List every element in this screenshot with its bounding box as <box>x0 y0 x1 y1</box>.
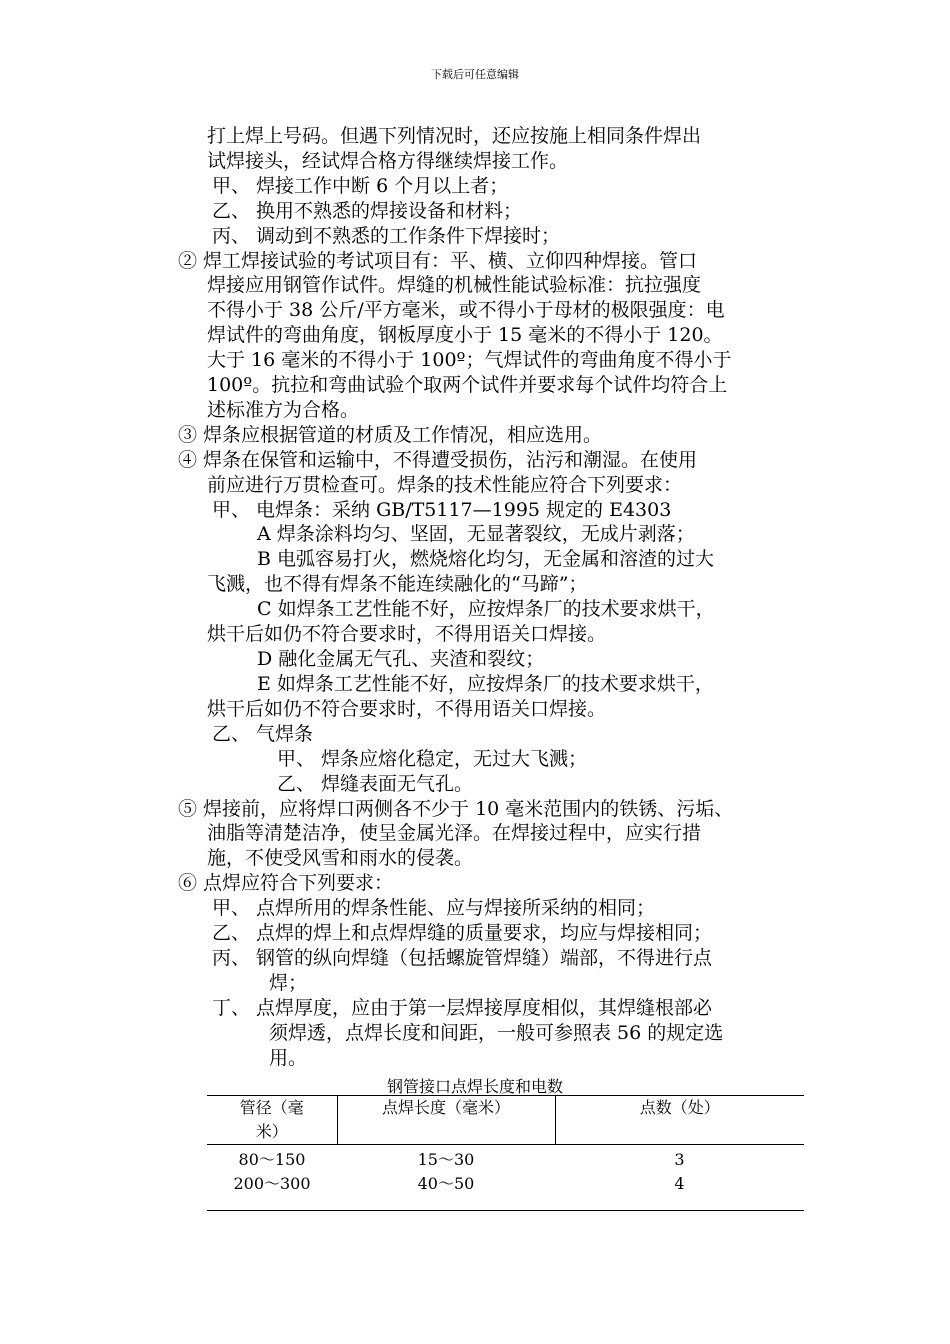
table-cell: 40～50 <box>337 1172 555 1211</box>
table-caption: 钢管接口点焊长度和电数 <box>386 1077 563 1096</box>
body-line: 飞溅，也不得有焊条不能连续融化的“马蹄”； <box>207 573 588 595</box>
table-header-row <box>207 1096 804 1145</box>
table-header-cell: 点焊长度（毫米） <box>337 1096 555 1145</box>
body-line: 100º。抗拉和弯曲试验个取两个试件并要求每个试件均符合上 <box>207 374 728 396</box>
body-line: 丙、 调动到不熟悉的工作条件下焊接时； <box>212 225 561 247</box>
body-line: ⑤ 焊接前，应将焊口两侧各不少于 10 毫米范围内的铁锈、污垢、 <box>178 798 734 820</box>
body-line: 述标准方为合格。 <box>207 399 360 421</box>
weld-spec-table <box>207 1095 804 1211</box>
body-line: ③ 焊条应根据管道的材质及工作情况，相应选用。 <box>178 424 603 446</box>
page-header: 下载后可任意编辑 <box>431 68 519 81</box>
table-cell: 80～150 <box>238 1150 306 1169</box>
table-cell: 15～30 <box>417 1150 475 1169</box>
body-line: 用。 <box>269 1047 308 1069</box>
body-line: C 如焊条工艺性能不好，应按焊条厂的技术要求烘干， <box>257 598 715 620</box>
table-cell: 3 <box>674 1150 685 1169</box>
body-line: 甲、 焊接工作中断 6 个月以上者； <box>212 175 509 197</box>
table-cell: 4 <box>555 1172 804 1211</box>
body-line: 焊接应用钢管作试件。焊缝的机械性能试验标准：抗拉强度 <box>207 274 702 296</box>
table-row <box>207 1172 804 1211</box>
body-line: 甲、 焊条应熔化稳定，无过大飞溅； <box>277 748 588 770</box>
body-line: 焊试件的弯曲角度，钢板厚度小于 15 毫米的不得小于 120。 <box>207 324 723 346</box>
table-header-cell: 管径（毫 米） <box>207 1096 337 1145</box>
body-line: 丙、 钢管的纵向焊缝（包括螺旋管焊缝）端部，不得进行点 <box>212 947 713 969</box>
body-line: 丁、 点焊厚度，应由于第一层焊接厚度相似，其焊缝根部必 <box>212 997 713 1019</box>
body-line: 不得小于 38 公斤/平方毫米，或不得小于母材的极限强度：电 <box>207 299 725 321</box>
body-line: 甲、 电焊条：采纳 GB/T5117—1995 规定的 E4303 <box>212 499 672 521</box>
body-line: 甲、 点焊所用的焊条性能、应与焊接所采纳的相同； <box>212 897 656 919</box>
body-line: ② 焊工焊接试验的考试项目有：平、横、立仰四种焊接。管口 <box>178 250 698 272</box>
body-line: 烘干后如仍不符合要求时，不得用语关口焊接。 <box>207 623 607 645</box>
body-line: 须焊透，点焊长度和间距，一般可参照表 56 的规定选 <box>269 1022 724 1044</box>
table-cell: 200～300 <box>207 1172 337 1211</box>
body-line: 前应进行万贯检查可。焊条的技术性能应符合下列要求： <box>207 474 683 496</box>
body-line: 乙、 气焊条 <box>212 723 314 745</box>
body-line: 焊； <box>269 972 308 994</box>
body-line: 打上焊上号码。但遇下列情况时，还应按施上相同条件焊出 <box>207 125 702 147</box>
body-line: 乙、 换用不熟悉的焊接设备和材料； <box>212 200 523 222</box>
body-line: 油脂等清楚洁净，使呈金属光泽。在焊接过程中，应实行措 <box>207 822 702 844</box>
body-line: 大于 16 毫米的不得小于 100º；气焊试件的弯曲角度不得小于 <box>207 349 732 371</box>
body-line: B 电弧容易打火，燃烧熔化均匀，无金属和溶渣的过大 <box>257 548 715 570</box>
body-line: 乙、 点焊的焊上和点焊焊缝的质量要求，均应与焊接相同； <box>212 922 713 944</box>
body-line: ⑥ 点焊应符合下列要求： <box>178 872 394 894</box>
body-line: 试焊接头，经试焊合格方得继续焊接工作。 <box>207 150 569 172</box>
body-line: 乙、 焊缝表面无气孔。 <box>277 773 474 795</box>
table-row <box>207 1145 804 1173</box>
table-header-cell: 点数（处） <box>555 1096 804 1145</box>
body-line: D 融化金属无气孔、夹渣和裂纹； <box>257 648 545 670</box>
body-line: ④ 焊条在保管和运输中，不得遭受损伤，沾污和潮湿。在使用 <box>178 449 698 471</box>
body-line: A 焊条涂料均匀、坚固，无显著裂纹，无成片剥落； <box>257 523 695 545</box>
body-line: E 如焊条工艺性能不好，应按焊条厂的技术要求烘干， <box>257 673 714 695</box>
body-line: 施，不使受风雪和雨水的侵袭。 <box>207 847 474 869</box>
body-line: 烘干后如仍不符合要求时，不得用语关口焊接。 <box>207 698 607 720</box>
